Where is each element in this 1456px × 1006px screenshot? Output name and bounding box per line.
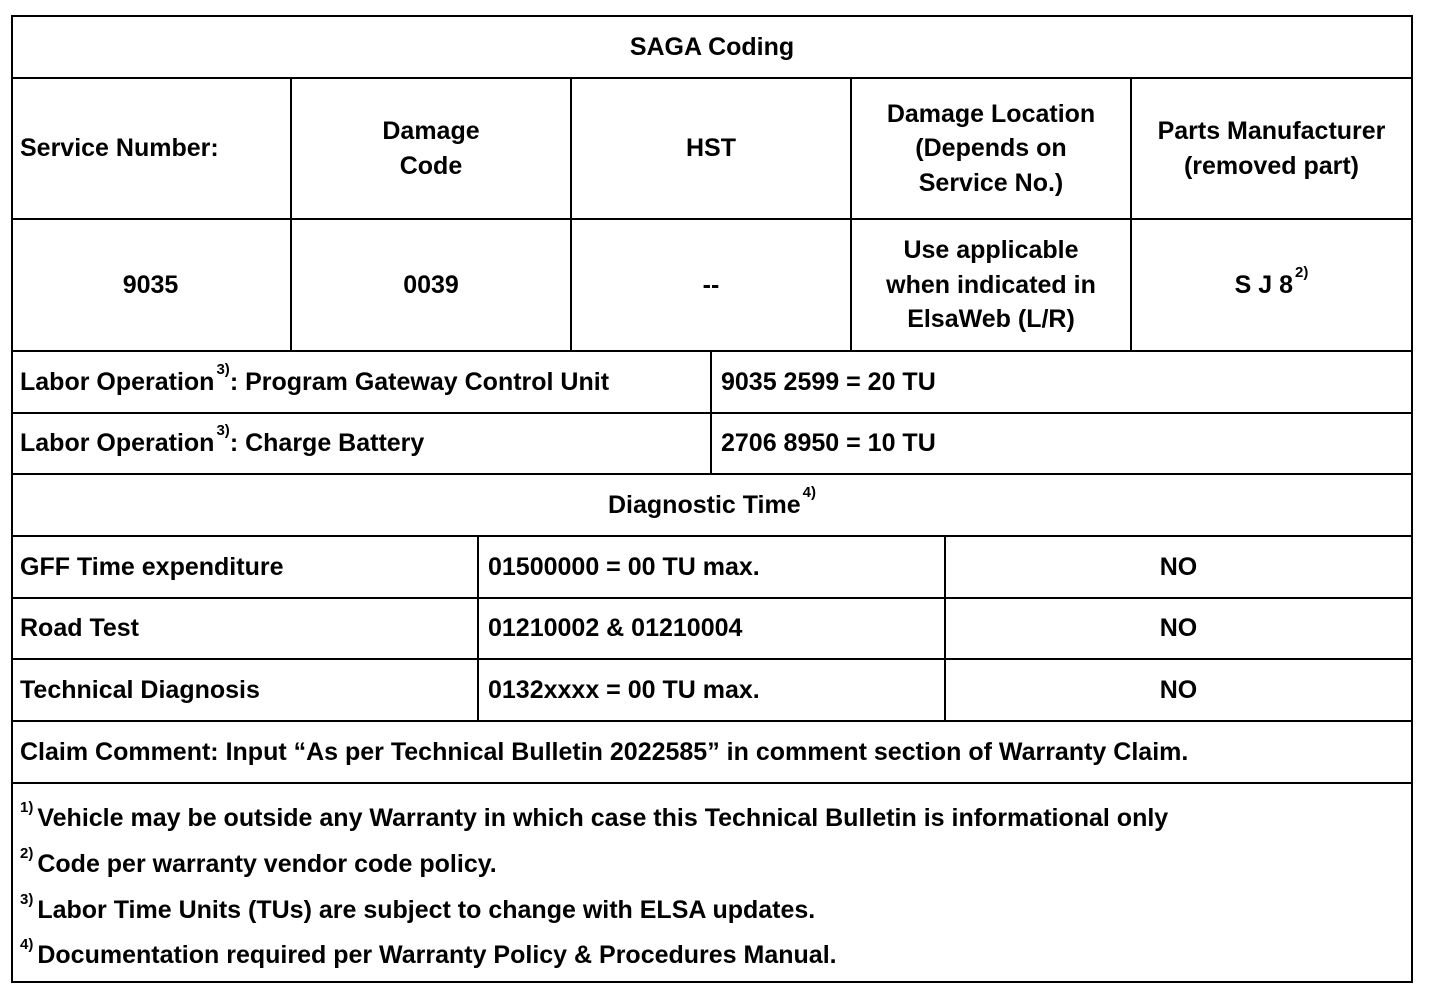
footnote-ref: 2) bbox=[1295, 263, 1309, 281]
value-parts-manufacturer: S J 8 $^{2)}$ bbox=[1234, 263, 1309, 299]
header-damage-location: Damage Location (Depends on Service No.) bbox=[886, 99, 1096, 197]
diagnostic-value: NO bbox=[1159, 675, 1198, 704]
footnote: $^{3)}$ Labor Time Units (TUs) are subject to change with ELSA updates. bbox=[20, 891, 816, 924]
footnote-ref: 3) bbox=[216, 422, 230, 440]
header-parts-manufacturer: Parts Manufacturer (removed part) bbox=[1157, 117, 1386, 180]
labor-operation-label: Labor Operation $^{3)}$: Program Gateway Control Unit bbox=[20, 360, 610, 396]
table-title: SAGA Coding bbox=[629, 32, 795, 61]
diagnostic-label: GFF Time expenditure bbox=[20, 552, 284, 581]
rule bbox=[11, 782, 1413, 784]
footnote-ref: 3) bbox=[216, 360, 230, 378]
value-hst: -- bbox=[702, 270, 720, 299]
labor-operation-code: 2706 8950 = 10 TU bbox=[721, 429, 936, 458]
header-damage-code: Damage Code bbox=[382, 117, 480, 180]
diagnostic-value: NO bbox=[1159, 552, 1198, 581]
diagnostic-code: 01500000 = 00 TU max. bbox=[488, 552, 760, 581]
value-service-number: 9035 bbox=[122, 270, 179, 299]
footnote-ref: 4) bbox=[802, 483, 816, 501]
diagnostic-value: NO bbox=[1159, 614, 1198, 643]
footnote: $^{2)}$ Code per warranty vendor code policy. bbox=[20, 845, 497, 878]
diagnostic-code: 01210002 & 01210004 bbox=[488, 614, 743, 643]
diagnostic-time-heading: Diagnostic Time $^{4)}$ bbox=[608, 483, 816, 519]
claim-comment: Claim Comment: Input “As per Technical Bulletin 2022585” in comment section of Warranty Claim. bbox=[20, 737, 1189, 766]
diagnostic-code: 0132xxxx = 00 TU max. bbox=[488, 675, 760, 704]
header-service-number: Service Number: bbox=[20, 134, 219, 163]
diagnostic-label: Technical Diagnosis bbox=[20, 675, 260, 704]
labor-operation-label: Labor Operation $^{3)}$: Charge Battery bbox=[20, 422, 425, 458]
footnote: $^{1)}$ Vehicle may be outside any Warranty in which case this Technical Bulletin is informational only bbox=[20, 799, 1169, 832]
labor-operation-code: 9035 2599 = 20 TU bbox=[721, 367, 936, 396]
value-damage-code: 0039 bbox=[403, 270, 459, 299]
value-damage-location: Use applicable when indicated in ElsaWeb (L/R) bbox=[886, 236, 1096, 334]
footnote: $^{4)}$ Documentation required per Warranty Policy & Procedures Manual. bbox=[20, 936, 837, 969]
diagnostic-label: Road Test bbox=[20, 614, 139, 643]
header-hst: HST bbox=[686, 134, 736, 163]
